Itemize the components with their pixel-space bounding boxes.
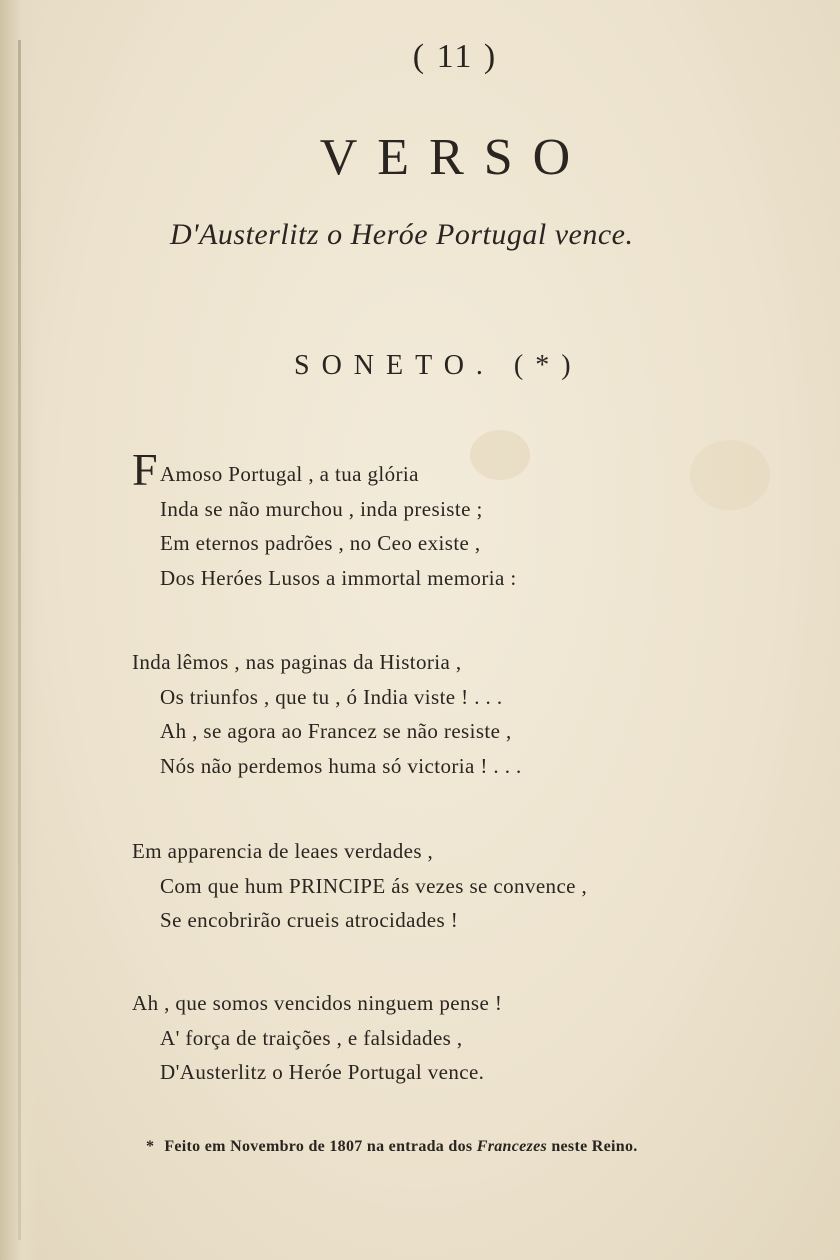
footnote-mark: * [146, 1138, 155, 1155]
page-title: VERSO [319, 129, 591, 186]
verse-line: Dos Heróes Lusos a immortal memoria : [160, 565, 517, 590]
verse-line: Inda se não murchou , inda presiste ; [160, 496, 483, 521]
verse-line: Com que hum PRINCIPE ás vezes se convence , [160, 873, 588, 898]
stanza-4 [132, 986, 772, 1090]
verse-line-text: Amoso Portugal , a tua glória [159, 462, 419, 486]
verse-line: Inda lêmos , nas paginas da Historia , [132, 650, 462, 674]
section-heading: SONETO. (*) [294, 350, 583, 381]
verse-line [132, 444, 772, 495]
footnote-text-end: neste Reino. [547, 1138, 638, 1155]
footnote [146, 1138, 638, 1156]
verse-line: D'Austerlitz o Heróe Portugal vence. [160, 1060, 485, 1084]
verse-line: Ah , que somos vencidos ninguem pense ! [132, 991, 503, 1015]
subtitle: D'Austerlitz o Heróe Portugal vence. [170, 218, 634, 251]
footnote-italic: Francezes [476, 1138, 548, 1155]
page-number: ( 11 ) [412, 38, 498, 75]
verse-line: Se encobrirão crueis atrocidades ! [160, 908, 459, 932]
binding-edge [18, 40, 21, 1240]
footnote-text: Feito em Novembro de 1807 na entrada dos [164, 1138, 477, 1155]
verse-line: Ah , se agora ao Francez se não resiste , [160, 719, 512, 743]
verse-line: Em eternos padrões , no Ceo existe , [160, 531, 481, 555]
verse-line: Em apparencia de leaes verdades , [132, 839, 434, 863]
verse-line: A' força de traições , e falsidades , [160, 1025, 463, 1050]
stanza-3 [132, 834, 772, 938]
drop-cap: F [132, 444, 158, 495]
stanza-1 [132, 444, 772, 595]
verse-line: Nós não perdemos huma só victoria ! . . . [160, 753, 522, 778]
stanza-2 [132, 645, 772, 783]
verse-line: Os triunfos , que tu , ó India viste ! . . . [160, 684, 503, 709]
